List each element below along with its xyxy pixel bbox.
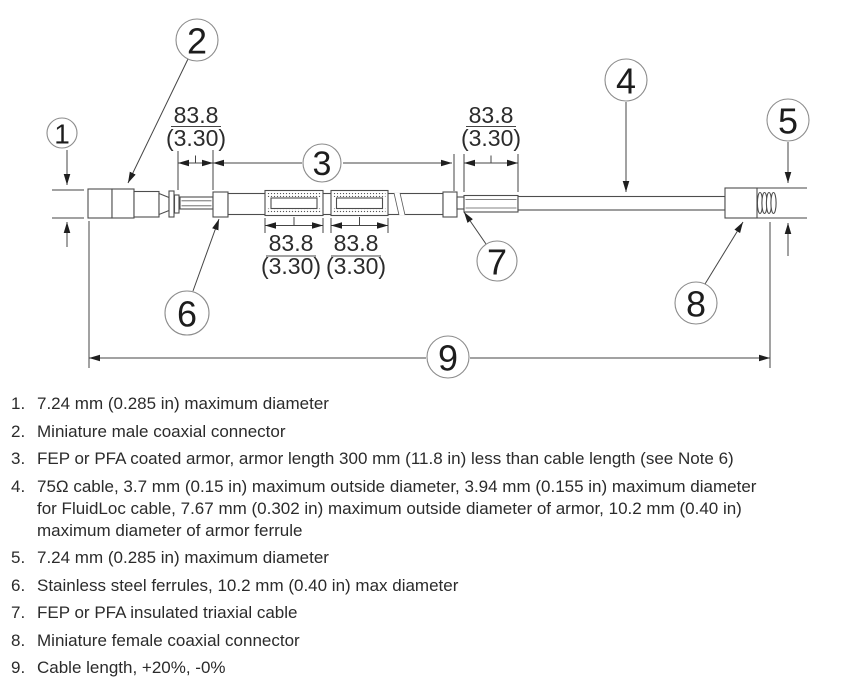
dim-coated-a	[261, 217, 323, 279]
ferrule-right	[443, 192, 457, 217]
dim-mm-label: 83.8	[333, 230, 379, 256]
note-text: Cable length, +20%, -0%	[37, 658, 226, 677]
note-text: 75Ω cable, 3.7 mm (0.15 in) maximum outside diameter, 3.94 mm (0.155 in) maximum diameter	[37, 476, 757, 496]
note-item-5	[11, 547, 856, 569]
dim-coated-b	[326, 217, 388, 279]
note-number: 1.	[11, 394, 26, 413]
note-text: maximum diameter of armor ferrule	[37, 520, 303, 540]
balloon-number: 8	[685, 283, 707, 325]
note-item-6	[11, 575, 856, 597]
note-number: 2.	[11, 421, 26, 441]
note-text: 7.24 mm (0.285 in) maximum diameter	[37, 394, 329, 413]
note-number: 3.	[11, 449, 26, 468]
dim-mm-label: 83.8	[173, 102, 219, 128]
ferrule-left	[213, 192, 228, 217]
note-text: Stainless steel ferrules, 10.2 mm (0.40 in) max diameter	[37, 575, 459, 595]
note-number: 8.	[11, 630, 26, 650]
balloon-2	[128, 19, 218, 183]
note-item-8	[11, 630, 856, 652]
note-item-3	[11, 448, 856, 470]
connector-threads	[757, 193, 776, 214]
balloon-number: 9	[437, 337, 459, 379]
balloon-number: 3	[312, 145, 332, 183]
coated-armor-segment-a	[265, 191, 323, 216]
balloon-number: 1	[54, 118, 70, 150]
note-text: for FluidLoc cable, 7.67 mm (0.302 in) maximum outside diameter of armor, 10.2 mm (0.40 in)	[37, 498, 742, 518]
plain-cable-run	[518, 197, 725, 211]
note-number: 6.	[11, 575, 26, 595]
balloon-5	[767, 99, 809, 256]
note-text: Miniature female coaxial connector	[37, 630, 300, 650]
note-number: 5.	[11, 548, 26, 567]
balloon-3	[303, 144, 341, 183]
dim-in-label: (3.30)	[165, 125, 227, 151]
note-number: 7.	[11, 603, 26, 622]
balloon-number: 7	[486, 241, 508, 283]
note-text: FEP or PFA insulated triaxial cable	[37, 603, 298, 622]
note-text: Miniature male coaxial connector	[37, 421, 286, 441]
note-number: 4.	[11, 476, 26, 496]
dim-in-label: (3.30)	[325, 253, 387, 279]
balloon-number: 6	[176, 293, 198, 335]
triaxial-cable-section	[457, 196, 518, 213]
coated-armor-segment-b	[331, 191, 388, 216]
note-text: 7.24 mm (0.285 in) maximum diameter	[37, 548, 329, 567]
note-item-1	[11, 393, 856, 415]
dim-mm-label: 83.8	[468, 102, 514, 128]
balloon-number: 4	[615, 60, 637, 102]
left-diameter-ticks	[52, 190, 84, 218]
balloon-6	[165, 219, 219, 335]
dim-in-label: (3.30)	[460, 125, 522, 151]
notes-list	[11, 393, 856, 685]
dim-top-right	[461, 102, 521, 192]
note-item-9	[11, 657, 856, 679]
dim-top-left	[166, 102, 226, 190]
exposed-cable-tube	[180, 197, 213, 209]
note-number: 9.	[11, 658, 26, 677]
note-item-4	[11, 476, 856, 542]
note-item-7	[11, 602, 856, 624]
balloon-4	[605, 59, 647, 192]
armor-section	[228, 191, 443, 216]
dim-in-label: (3.30)	[260, 253, 322, 279]
note-item-2	[11, 421, 856, 443]
note-text: FEP or PFA coated armor, armor length 300 mm (11.8 in) less than cable length (see Note 6)	[37, 449, 734, 468]
male-coaxial-connector	[88, 189, 179, 218]
balloon-7	[464, 212, 517, 283]
dim-mm-label: 83.8	[268, 230, 314, 256]
female-coaxial-connector	[725, 188, 807, 218]
balloon-1	[47, 118, 77, 247]
balloon-9	[427, 336, 469, 379]
balloon-number: 5	[777, 100, 799, 142]
balloon-number: 2	[186, 20, 208, 62]
balloon-8	[675, 222, 743, 325]
